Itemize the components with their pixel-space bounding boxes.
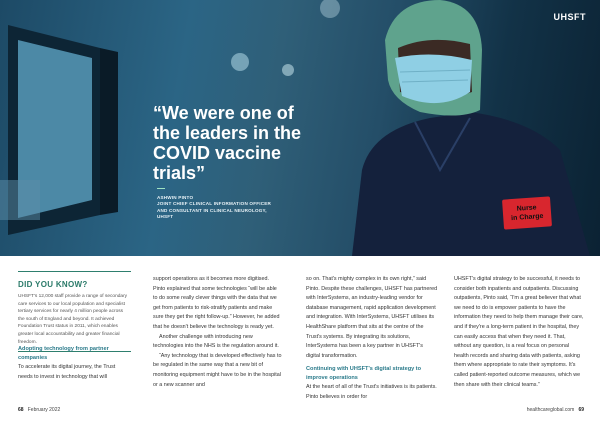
equipment <box>0 180 40 220</box>
quote-attribution <box>157 195 317 221</box>
paragraph: UHSFT's digital strategy to be successful, it needs to consider both inpatients and outpatients. Discussing outpatients, Pinto said, “I'm a great believer that what we need to do is empower patients to have the information they need to help them manage their care, and if they're a long-term patient in the hospital, they can easily access that when they need it. That, without any question, is a real focus on personal health records and sharing data with patients, asking them where appropriate to rate their symptoms. It's called patient-reported outcome measures, which we then share with their clinical teams.” <box>454 276 584 388</box>
brand-label: UHSFT <box>553 12 586 22</box>
attribution-role: AND CONSULTANT IN CLINICAL NEUROLOGY, <box>157 207 267 213</box>
paragraph: To accelerate its digital journey, the Trust needs to invest in technology that will <box>18 364 116 380</box>
sidebar-title: DID YOU KNOW? <box>18 280 88 289</box>
attribution-name: ASHWIN PINTO <box>157 195 194 200</box>
website-link[interactable]: healthcareglobal.com <box>526 407 575 413</box>
bokeh-light <box>231 53 249 71</box>
nurse-uniform <box>352 112 590 256</box>
attribution-role: JOINT CHIEF CLINICAL INFORMATION OFFICER <box>157 201 271 207</box>
paragraph: so on. That's mighty complex in its own right,” said Pinto. Despite these challenges, UHSFT has partnered with InterSystems, an industry-leading vendor for database management, rapid application development and integration. With InterSystems, UHSFT utilises its HealthShare platform that sits at the centre of the Trust's systems. By integrating its solutions, InterSystems has been a key partner in UHSFT's digital transformation. <box>306 276 438 359</box>
paragraph: support operations as it becomes more digitised. Pinto explained that some technologies “will be able to do some really clever things with the data that we get from patients to risk-stratify patients and make sure they get the right follow-up.” However, he added that he doesn't believe the technology is ready yet. <box>153 276 280 330</box>
badge-line: Nurse <box>516 204 537 213</box>
footer-left <box>18 407 60 413</box>
sidebar-text: UHSFT's 12,000 staff provide a range of secondary care services to our local population and specialist tertiary services for nearly 4 million people across the south of England and beyond. It achieved Foundation Trust status in 2011, which enables greater local accountability and greater financial freedom. <box>18 294 128 345</box>
did-you-know-box <box>18 271 131 352</box>
bokeh-light <box>282 64 294 76</box>
paragraph: At the heart of all of the Trust's initiatives is its patients. Pinto believes in order for <box>306 384 437 400</box>
attribution-org: UHSFT <box>157 214 174 220</box>
nurse-in-charge-badge <box>502 196 552 229</box>
article-column-2 <box>153 275 282 390</box>
quote-divider <box>157 188 165 189</box>
paragraph: “Any technology that is developed effectively has to be regulated in the same way that a new bit of monitoring equipment might have to be in the hospital or a new scanner and <box>153 352 282 388</box>
monitor-side <box>100 48 118 215</box>
badge-line: in Charge <box>510 212 544 223</box>
article-column-4 <box>454 275 584 390</box>
bokeh-light <box>320 0 340 18</box>
article-column-3 <box>306 275 438 403</box>
issue-date: February 2022 <box>27 407 61 413</box>
section-subhead: Adopting technology from partner companies <box>18 346 109 361</box>
pull-quote: “We were one of the leaders in the COVID vaccine trials” <box>153 103 302 183</box>
face-mask <box>395 54 472 103</box>
page-number: 68 <box>18 407 24 413</box>
page-number: 69 <box>578 407 584 413</box>
section-subhead: Continuing with UHSFT's digital strategy to improve operations <box>306 366 422 382</box>
footer-right <box>527 407 584 413</box>
article-column-1 <box>18 345 131 382</box>
paragraph: Another challenge with introducing new technologies into the NHS is the regulation around it. <box>153 333 279 350</box>
